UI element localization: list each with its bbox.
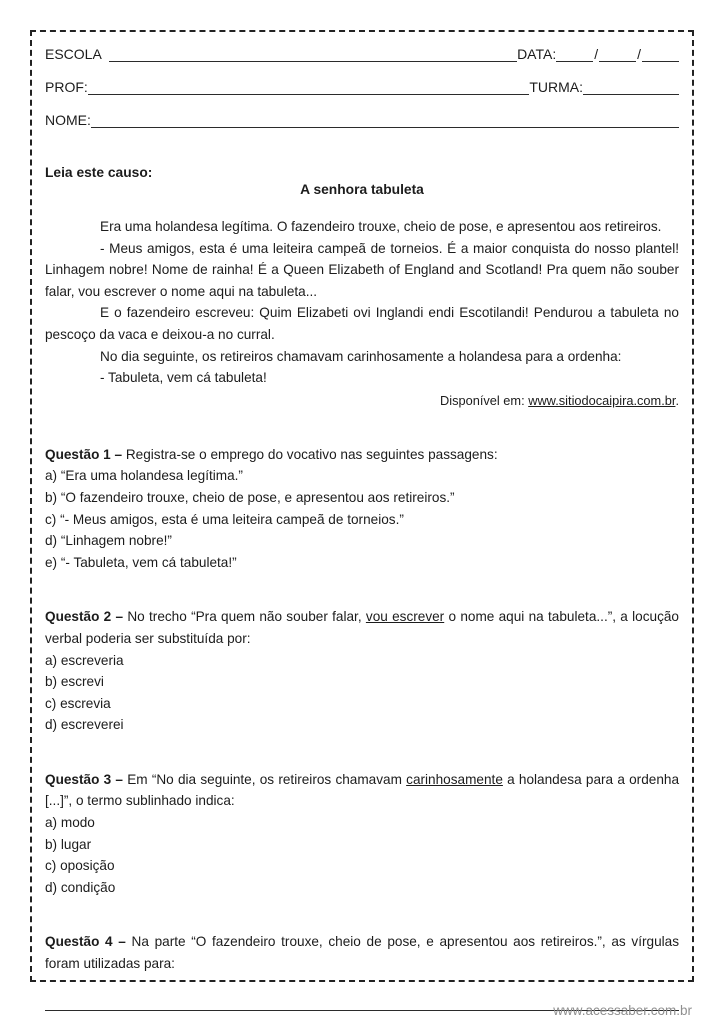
story-paragraph: Era uma holandesa legítima. O fazendeiro trouxe, cheio de pose, e apresentou aos retireiros. — [100, 219, 662, 234]
escola-label: ESCOLA — [45, 46, 102, 62]
header-row-prof-turma — [45, 79, 679, 95]
question-2-option-a: a) escreveria — [45, 652, 124, 668]
turma-label: TURMA: — [529, 79, 583, 95]
story-paragraph: No dia seguinte, os retireiros chamavam carinhosamente a holandesa para a ordenha: — [100, 348, 622, 364]
turma-blank — [583, 80, 679, 95]
question-2-text-after: o nome aqui na tabuleta...”, a locução verbal poderia ser substituída por: — [45, 609, 679, 646]
escola-blank — [109, 47, 517, 62]
date-separator: / — [594, 46, 599, 62]
date-month-blank — [599, 47, 636, 62]
question-3-option-a: a) modo — [45, 815, 95, 831]
question-1-label: Questão 1 – — [45, 446, 123, 462]
site-footer: www.acessaber.com.br — [553, 1003, 692, 1018]
story-title: A senhora tabuleta — [300, 182, 424, 197]
worksheet-page — [30, 30, 694, 982]
question-2-option-d: d) escreverei — [45, 717, 124, 733]
question-3-label: Questão 3 – — [45, 771, 123, 787]
prof-blank — [88, 80, 530, 95]
story-paragraph: E o fazendeiro escreveu: Quim Elizabeti ovi Inglandi endi Escotilandi! Pendurou a tabuleta no pescoço da vaca e deixou-a no curral. — [45, 305, 679, 342]
header-row-nome — [45, 112, 679, 128]
story-text — [45, 216, 679, 389]
question-2-underlined: vou escrever — [365, 609, 445, 625]
data-label: DATA: — [517, 46, 557, 62]
question-1-option-a: a) “Era uma holandesa legítima.” — [45, 468, 243, 484]
question-2-text: No trecho “Pra quem não souber falar, — [123, 609, 366, 625]
question-2-label: Questão 2 – — [45, 609, 124, 625]
nome-label: NOME: — [45, 112, 91, 128]
question-3 — [45, 769, 679, 899]
question-3-text-after: a holandesa para a ordenha [...]”, o termo sublinhado indica: — [45, 771, 679, 809]
lead-instruction: Leia este causo: — [45, 165, 153, 180]
question-4-heading — [45, 931, 679, 974]
date-separator: / — [637, 46, 641, 62]
question-4 — [45, 931, 679, 1010]
story-paragraph: - Meus amigos, esta é uma leiteira campeã de torneios. É a maior conquista do nosso plantel! Linhagem nobre! Nome de rainha! É a Queen Elizabeth of England and Scotland! Pra quem não souber falar, vou escrever o nome aqui na tabuleta... — [45, 240, 679, 299]
date-day-blank — [556, 47, 593, 62]
story-source — [45, 391, 679, 411]
question-1-option-d: d) “Linhagem nobre!” — [45, 533, 172, 549]
question-1-text: Registra-se o emprego do vocativo nas seguintes passagens: — [122, 446, 498, 462]
question-3-underlined: carinhosamente — [406, 771, 503, 787]
question-1 — [45, 444, 679, 574]
question-2-option-b: b) escrevi — [45, 674, 104, 690]
question-4-label: Questão 4 – — [45, 934, 126, 950]
question-1-option-c: c) “- Meus amigos, esta é uma leiteira campeã de torneios.” — [45, 511, 404, 527]
question-3-text: Em “No dia seguinte, os retireiros chamavam — [122, 771, 407, 787]
source-prefix: Disponível em: — [440, 392, 529, 408]
date-year-blank — [642, 47, 679, 62]
question-3-option-b: b) lugar — [45, 836, 92, 852]
source-suffix: . — [675, 392, 679, 408]
header-row-escola-data — [45, 46, 679, 62]
question-2-option-c: c) escrevia — [45, 695, 111, 711]
question-2 — [45, 606, 679, 736]
question-3-option-c: c) oposição — [45, 858, 115, 874]
nome-blank — [91, 113, 679, 128]
question-1-option-e: e) “- Tabuleta, vem cá tabuleta!” — [45, 554, 237, 570]
question-1-heading — [45, 444, 679, 466]
source-url: www.sitiodocaipira.com.br — [528, 392, 676, 408]
story-paragraph: - Tabuleta, vem cá tabuleta! — [100, 370, 267, 386]
prof-label: PROF: — [45, 79, 88, 95]
question-1-option-b: b) “O fazendeiro trouxe, cheio de pose, e apresentou aos retireiros.” — [45, 489, 455, 505]
question-4-text: Na parte “O fazendeiro trouxe, cheio de pose, e apresentou aos retireiros.”, as vírgulas foram utilizadas para: — [45, 934, 680, 972]
question-2-heading — [45, 606, 679, 649]
question-3-option-d: d) condição — [45, 879, 116, 895]
question-3-heading — [45, 769, 679, 812]
